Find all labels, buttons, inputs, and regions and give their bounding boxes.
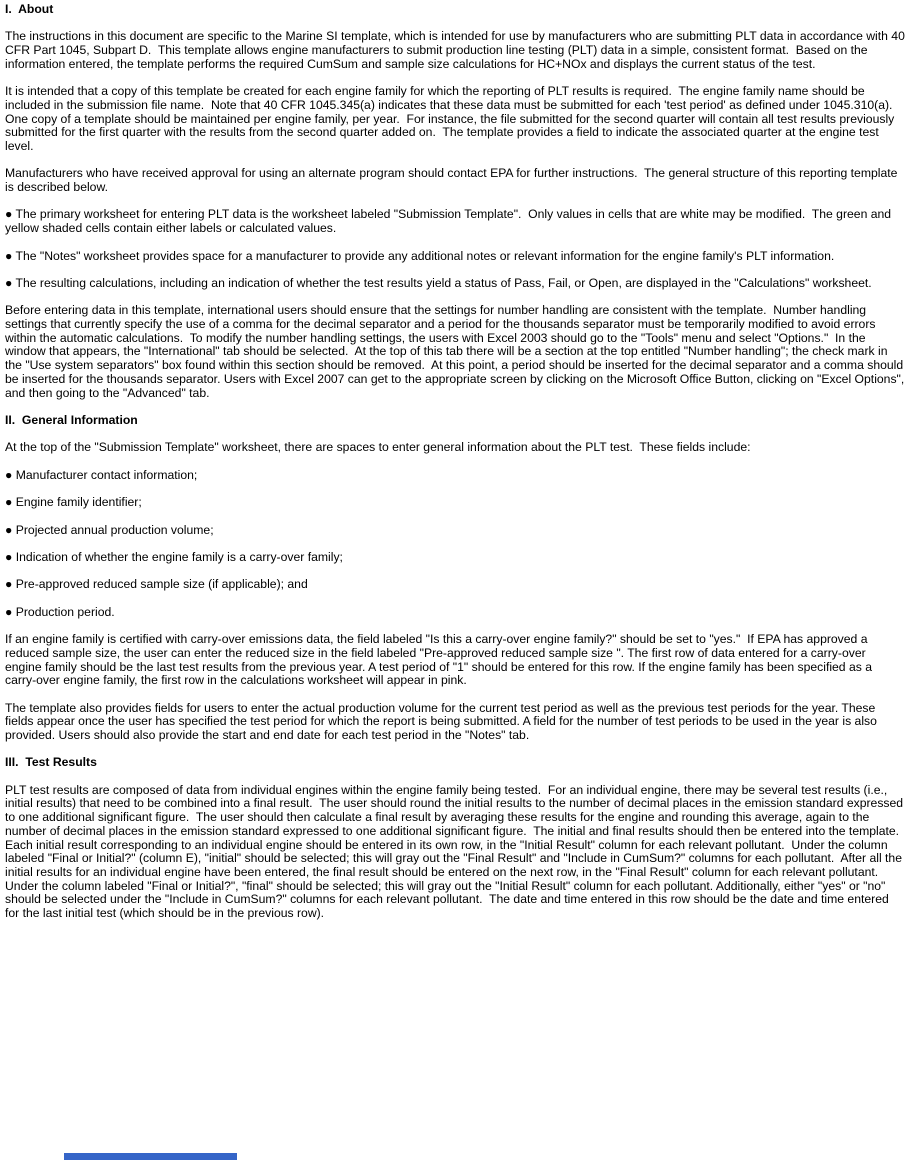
bullet-manufacturer-contact: ● Manufacturer contact information; <box>5 467 198 482</box>
bullet-reduced-sample-size: ● Pre-approved reduced sample size (if applicable); and <box>5 577 308 592</box>
heading-test-results: III. Test Results <box>5 755 97 770</box>
heading-general-information: II. General Information <box>5 412 138 427</box>
paragraph-number-handling: Before entering data in this template, international users should ensure that the settings for number handling are consistent with the template. Number handling settings that currently specify the use of a comma for the decimal separator and a period for the thousands separator must be temporarily modified to avoid errors within the automatic calculations. To modify the number handling settings, the users with Excel 2003 should go to the "Tools" menu and select "Options." In the window that appears, the "International" tab should be selected. At the top of this tab there will be a section at the top entitled "Number handling"; the check mark in the "Use system separators" box found within this section should be removed. At this point, a period should be inserted for the decimal separator and a comma should be inserted for the thousands separator. Users with Excel 2007 can get to the appropriate screen by clicking on the Microsoft Office Button, clicking on "Excel Options", and then going to the "Advanced" tab. <box>5 303 908 400</box>
bullet-production-period: ● Production period. <box>5 604 115 619</box>
bullet-projected-production-volume: ● Projected annual production volume; <box>5 522 214 537</box>
paragraph-general-info-intro: At the top of the "Submission Template" worksheet, there are spaces to enter general information about the PLT test. These fields include: <box>5 440 751 455</box>
paragraph-test-results: PLT test results are composed of data from individual engines within the engine family being tested. For an individual engine, there may be several test results (i.e., initial results) that need to be combined into a final result. The user should round the initial results to the number of decimal places in the emission standard expressed to one additional significant figure. The user should then calculate a final result by averaging these results for the engine and rounding this average, again to the number of decimal places in the emission standard expressed to one additional significant figure. The initial and final results should then be entered into the template. Each initial result corresponding to an individual engine should be entered in its own row, in the "Initial Result" column for each relevant pollutant. Under the column labeled "Final or Initial?" (column E), "initial" should be selected; this will gray out the "Final Result" and "Include in CumSum?" columns for each pollutant. After all the initial results for an individual engine have been entered, the final result should be entered on the next row, in the "Final Result" column for each relevant pollutant. Under the column labeled "Final or Initial?", "final" should be selected; this will gray out the "Initial Result" column for each pollutant. Additionally, either "yes" or "no" should be selected under the "Include in CumSum?" columns for each relevant pollutant. The date and time entered in this row should be the date and time entered for the last initial test (which should be in the previous row). <box>5 782 907 921</box>
heading-about: I. About <box>5 2 54 16</box>
paragraph-about-1: The instructions in this document are specific to the Marine SI template, which is intended for use by manufacturers who are submitting PLT data in accordance with 40 CFR Part 1045, Subpart D. This template allows engine manufacturers to submit production line testing (PLT) data in a simple, consistent format. Based on the information entered, the template performs the required CumSum and sample size calculations for HC+NOx and displays the current status of the test. <box>5 29 909 71</box>
paragraph-production-volume-fields: The template also provides fields for users to enter the actual production volume for the current test period as well as the previous test periods for the year. These fields appear once the user has specified the test period for which the report is being submitted. A field for the number of test periods to be used in the year is also provided. Users should also provide the start and end date for each test period in the "Notes" tab. <box>5 700 881 742</box>
bullet-calculations-worksheet: ● The resulting calculations, including an indication of whether the test results yield a status of Pass, Fail, or Open, are displayed in the "Calculations" worksheet. <box>5 275 872 290</box>
bullet-carry-over-indication: ● Indication of whether the engine family is a carry-over family; <box>5 549 343 564</box>
paragraph-about-2: It is intended that a copy of this template be created for each engine family for which the reporting of PLT results is required. The engine family name should be included in the submission file name. Note that 40 CFR 1045.345(a) indicates that these data must be submitted for each 'test period' as defined under 1045.310(a). One copy of a template should be maintained per engine family, per year. For instance, the file submitted for the second quarter will contain all test results previously submitted for the first quarter with the results from the second quarter added on. The template provides a field to indicate the associated quarter at the engine test level. <box>5 84 900 153</box>
paragraph-about-3: Manufacturers who have received approval for using an alternate program should contact EPA for further instructions. The general structure of this reporting template is described below. <box>5 166 901 195</box>
bullet-notes-worksheet: ● The "Notes" worksheet provides space for a manufacturer to provide any additional notes or relevant information for the engine family's PLT information. <box>5 248 835 263</box>
bullet-submission-template: ● The primary worksheet for entering PLT data is the worksheet labeled "Submission Template". Only values in cells that are white may be modified. The green and yellow shaded cells contain either labels or calculated values. <box>5 207 895 236</box>
paragraph-carry-over: If an engine family is certified with carry-over emissions data, the field labeled "Is this a carry-over engine family?" should be set to "yes." If EPA has approved a reduced sample size, the user can enter the reduced size in the field labeled "Pre-approved reduced sample size ". The first row of data entered for a carry-over engine family should be the last test results from the previous year. A test period of "1" should be entered for this row. If the engine family has been specified as a carry-over engine family, the first row in the calculations worksheet will appear in pink. <box>5 632 876 688</box>
partial-sheet-tab-element[interactable] <box>64 1153 237 1160</box>
bullet-engine-family-identifier: ● Engine family identifier; <box>5 495 142 510</box>
